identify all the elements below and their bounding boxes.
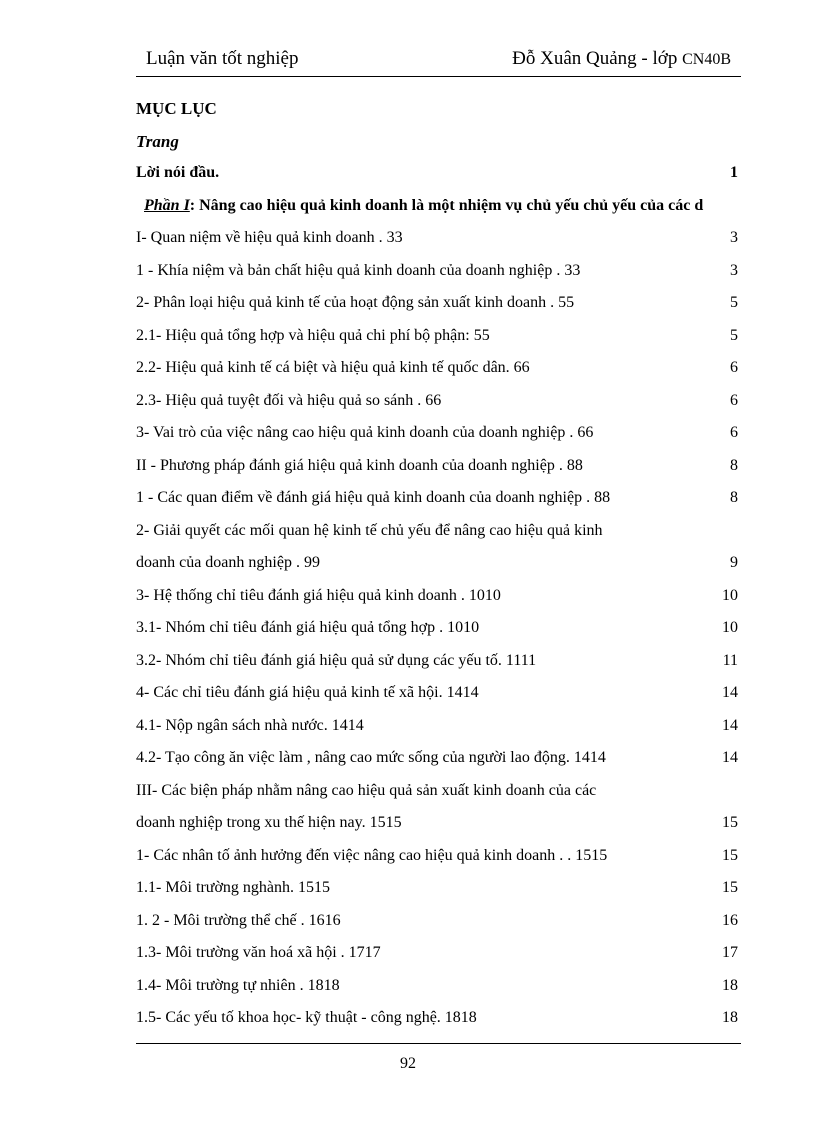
toc-entry-page: 6 [730, 391, 738, 409]
toc-row[interactable] [136, 482, 816, 515]
toc-entry-text: 2.2- Hiệu quả kinh tế cá biệt và hiệu quả kinh tế quốc dân. 66 [136, 359, 530, 376]
page-header [136, 48, 741, 77]
toc-entry-page: 14 [722, 684, 738, 701]
toc-entry-text: doanh nghiệp trong xu thế hiện nay. 1515 [136, 814, 402, 831]
toc-entry-page: 10 [722, 619, 738, 636]
page-number: 92 [400, 1055, 416, 1072]
toc-entry-text [144, 190, 816, 223]
toc-row[interactable] [136, 157, 816, 190]
toc-entry-text: 4- Các chỉ tiêu đánh giá hiệu quả kinh tế xã hội. 1414 [136, 684, 479, 701]
toc-row[interactable] [136, 417, 816, 450]
toc-entry-text: 1 - Các quan điểm về đánh giá hiệu quả kinh doanh của doanh nghiệp . 88 [136, 489, 611, 506]
table-of-contents [136, 157, 816, 1035]
toc-entry-page: 8 [730, 456, 738, 474]
footer-divider [136, 1043, 741, 1044]
toc-entry-text: 2.1- Hiệu quả tổng hợp và hiệu quả chi phí bộ phận: 55 [136, 326, 490, 344]
toc-part-prefix: Phần I [144, 196, 190, 214]
toc-entry-page: 18 [722, 1009, 738, 1026]
toc-row[interactable] [136, 807, 816, 840]
toc-row[interactable] [136, 645, 816, 678]
toc-entry-text: 1.4- Môi trường tự nhiên . 1818 [136, 976, 340, 994]
header-thesis-label: Luận văn tốt nghiệp [146, 48, 299, 69]
toc-entry-page: 18 [722, 976, 738, 994]
toc-row[interactable] [136, 287, 816, 320]
toc-row[interactable] [136, 970, 816, 1003]
toc-entry-page: 9 [730, 554, 738, 571]
header-author-name: Đỗ Xuân Quảng - lớp [512, 48, 683, 69]
toc-entry-text: 4.1- Nộp ngân sách nhà nước. 1414 [136, 716, 364, 734]
toc-entry-text: 1 - Khía niệm và bản chất hiệu quả kinh doanh của doanh nghiệp . 33 [136, 261, 581, 279]
toc-entry-page: 5 [730, 294, 738, 311]
toc-entry-page: 15 [722, 879, 738, 896]
toc-row[interactable] [136, 547, 816, 580]
toc-row[interactable] [136, 710, 816, 743]
toc-entry-text: 2- Phân loại hiệu quả kinh tế của hoạt động sản xuất kinh doanh . 55 [136, 294, 575, 311]
toc-part-title: : Nâng cao hiệu quả kinh doanh là một nhiệm vụ chủ yếu chủ yếu của các d [189, 196, 704, 214]
toc-entry-page: 6 [730, 424, 738, 441]
page-title: MỤC LỤC [136, 99, 217, 118]
toc-entry-page: 16 [722, 911, 738, 929]
toc-entry-page: 5 [730, 326, 738, 344]
toc-row[interactable] [136, 1002, 816, 1035]
toc-entry-page: 14 [722, 749, 738, 766]
toc-row[interactable] [136, 840, 816, 873]
toc-entry-text: III- Các biện pháp nhằm nâng cao hiệu quả sản xuất kinh doanh của các [136, 781, 597, 799]
toc-row[interactable] [136, 742, 816, 775]
toc-entry-text: 1.3- Môi trường văn hoá xã hội . 1717 [136, 944, 381, 961]
toc-entry-text: II - Phương pháp đánh giá hiệu quả kinh doanh của doanh nghiệp . 88 [136, 456, 583, 474]
toc-entry-page: 14 [722, 716, 738, 734]
toc-row[interactable] [136, 352, 816, 385]
toc-row[interactable] [136, 937, 816, 970]
toc-entry-page: 15 [722, 846, 738, 864]
toc-row[interactable] [136, 255, 816, 288]
toc-row[interactable] [136, 385, 816, 418]
toc-entry-page: 6 [730, 359, 738, 376]
toc-row[interactable] [136, 515, 816, 548]
toc-entry-page: 11 [722, 651, 738, 669]
toc-entry-text: 1. 2 - Môi trường thể chế . 1616 [136, 911, 341, 929]
toc-entry-text: 3.1- Nhóm chỉ tiêu đánh giá hiệu quả tổng hợp . 1010 [136, 619, 480, 636]
toc-row[interactable] [136, 775, 816, 808]
toc-entry-text: 4.2- Tạo công ăn việc làm , nâng cao mức sống của người lao động. 1414 [136, 749, 606, 766]
toc-entry-text: 2- Giải quyết các mối quan hệ kinh tế chủ yếu để nâng cao hiệu quả kinh [136, 521, 603, 539]
toc-row[interactable] [136, 580, 816, 613]
header-class: CN40B [682, 51, 731, 68]
toc-entry-page: 3 [730, 261, 738, 279]
toc-entry-page: 8 [730, 489, 738, 506]
toc-row[interactable] [136, 450, 816, 483]
toc-entry-text: 2.3- Hiệu quả tuyệt đối và hiệu quả so sánh . 66 [136, 391, 442, 409]
toc-entry-page: 3 [730, 229, 738, 246]
toc-entry-page: 17 [722, 944, 738, 961]
toc-row[interactable] [136, 872, 816, 905]
toc-row[interactable] [136, 190, 816, 223]
toc-entry-text: 3- Vai trò của việc nâng cao hiệu quả kinh doanh của doanh nghiệp . 66 [136, 424, 594, 441]
toc-entry-text: doanh của doanh nghiệp . 99 [136, 554, 320, 571]
toc-entry-text: 1- Các nhân tố ảnh hưởng đến việc nâng cao hiệu quả kinh doanh . . 1515 [136, 846, 608, 864]
toc-row[interactable] [136, 905, 816, 938]
toc-row[interactable] [136, 320, 816, 353]
toc-entry-page: 10 [722, 586, 738, 604]
toc-entry-page: 15 [722, 814, 738, 831]
toc-entry-text: I- Quan niệm về hiệu quả kinh doanh . 33 [136, 229, 403, 246]
toc-entry-page: 1 [730, 164, 738, 181]
toc-entry-text: 1.5- Các yếu tố khoa học- kỹ thuật - công nghệ. 1818 [136, 1009, 477, 1026]
page-column-label: Trang [136, 132, 179, 151]
toc-row[interactable] [136, 612, 816, 645]
toc-entry-text: 1.1- Môi trường nghành. 1515 [136, 879, 331, 896]
toc-entry-text: 3.2- Nhóm chỉ tiêu đánh giá hiệu quả sử dụng các yếu tố. 1111 [136, 651, 537, 669]
toc-row[interactable] [136, 677, 816, 710]
toc-entry-text: Lời nói đầu. [136, 164, 220, 181]
toc-entry-text: 3- Hệ thống chỉ tiêu đánh giá hiệu quả kinh doanh . 1010 [136, 586, 501, 604]
toc-row[interactable] [136, 222, 816, 255]
header-author [512, 48, 731, 70]
